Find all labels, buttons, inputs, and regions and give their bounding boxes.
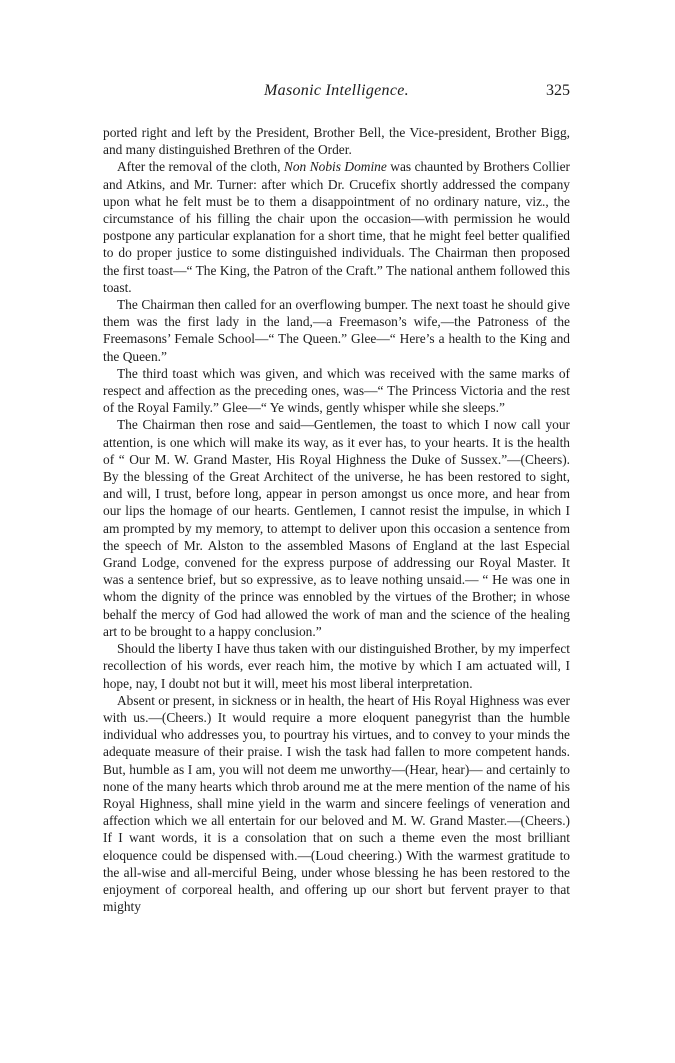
paragraph: The third toast which was given, and which was received with the same marks of respect and affection as the preceding ones, was—“ The Princess Victoria and the rest of the Royal Family.” Glee—“ Ye winds, gently whisper while she sleeps.” <box>103 365 570 416</box>
paragraph: Absent or present, in sickness or in health, the heart of His Royal Highness was ever with us.—(Cheers.) It would require a more eloquent panegyrist than the humble individual who addresses you, to pourtray his virtues, and to convey to your minds the adequate measure of their praise. I wish the task had fallen to more competent hands. But, humble as I am, you will not deem me unworthy—(Hear, hear)— and certainly to none of the many hearts which throb around me at the mere mention of the name of his Royal Highness, shall mine yield in the warm and sincere feelings of veneration and affection which we all entertain for our beloved and M. W. Grand Master.—(Cheers.) If I want words, it is a consolation that on such a theme even the most brilliant eloquence could be dispensed with.—(Loud cheering.) With the warmest gratitude to the all-wise and all-merciful Being, under whose blessing he has been restored to the enjoyment of corporeal health, and offering up our short but fervent prayer to that mighty <box>103 692 570 915</box>
page-number: 325 <box>546 82 570 99</box>
paragraph: After the removal of the cloth, Non Nobis Domine was chaunted by Brothers Collier and Atkins, and Mr. Turner: after which Dr. Crucefix shortly addressed the company upon what he felt must be to them a disappointment of no ordinary nature, viz., the circumstance of his filling the chair upon the occasion—with permission he would postpone any particular explanation for a short time, that he might feel better qualified to do proper justice to some distinguished individuals. The Chairman then proposed the first toast—“ The King, the Patron of the Craft.” The national anthem followed this toast. <box>103 159 570 295</box>
paragraph: ported right and left by the President, Brother Bell, the Vice-president, Brother Bigg, and many distinguished Brethren of the Order. <box>103 125 570 158</box>
latin-title: Non Nobis Domine <box>283 159 387 175</box>
paragraph: The Chairman then rose and said—Gentlemen, the toast to which I now call your attention, is one which will make its way, as it ever has, to your hearts. It is the health of “ Our M. W. Grand Master, His Royal Highness the Duke of Sussex.”—(Cheers). By the blessing of the Great Architect of the universe, he has been restored to sight, and will, I trust, before long, appear in person amongst us once more, and hear from our lips the homage of our hearts. Gentlemen, I cannot resist the impulse, in which I am prompted by my memory, to attempt to deliver upon this occasion a sentence from the speech of Mr. Alston to the assembled Masons of England at the last Especial Grand Lodge, convened for the express purpose of addressing our Royal Master. It was a sentence brief, but so expressive, as to leave nothing unsaid.— “ He was one in whom the dignity of the prince was ennobled by the virtues of the Brother; in whose behalf the mercy of God had allowed the work of man and the science of the healing art to be brought to a happy conclusion.” <box>103 417 570 639</box>
paragraph: Should the liberty I have thus taken with our distinguished Brother, by my imperfect recollection of his words, ever reach him, the motive by which I am actuated will, I hope, nay, I doubt not but it will, meet his most liberal interpretation. <box>103 641 570 691</box>
paragraph: The Chairman then called for an overflowing bumper. The next toast he should give them was the first lady in the land,—a Freemason’s wife,—the Patroness of the Freemasons’ Female School—“ The Queen.” Glee—“ Here’s a health to the King and the Queen.” <box>103 297 570 364</box>
article-body <box>103 124 570 915</box>
document-page <box>103 82 570 915</box>
running-title: Masonic Intelligence. <box>264 82 409 99</box>
page-header <box>103 82 570 106</box>
